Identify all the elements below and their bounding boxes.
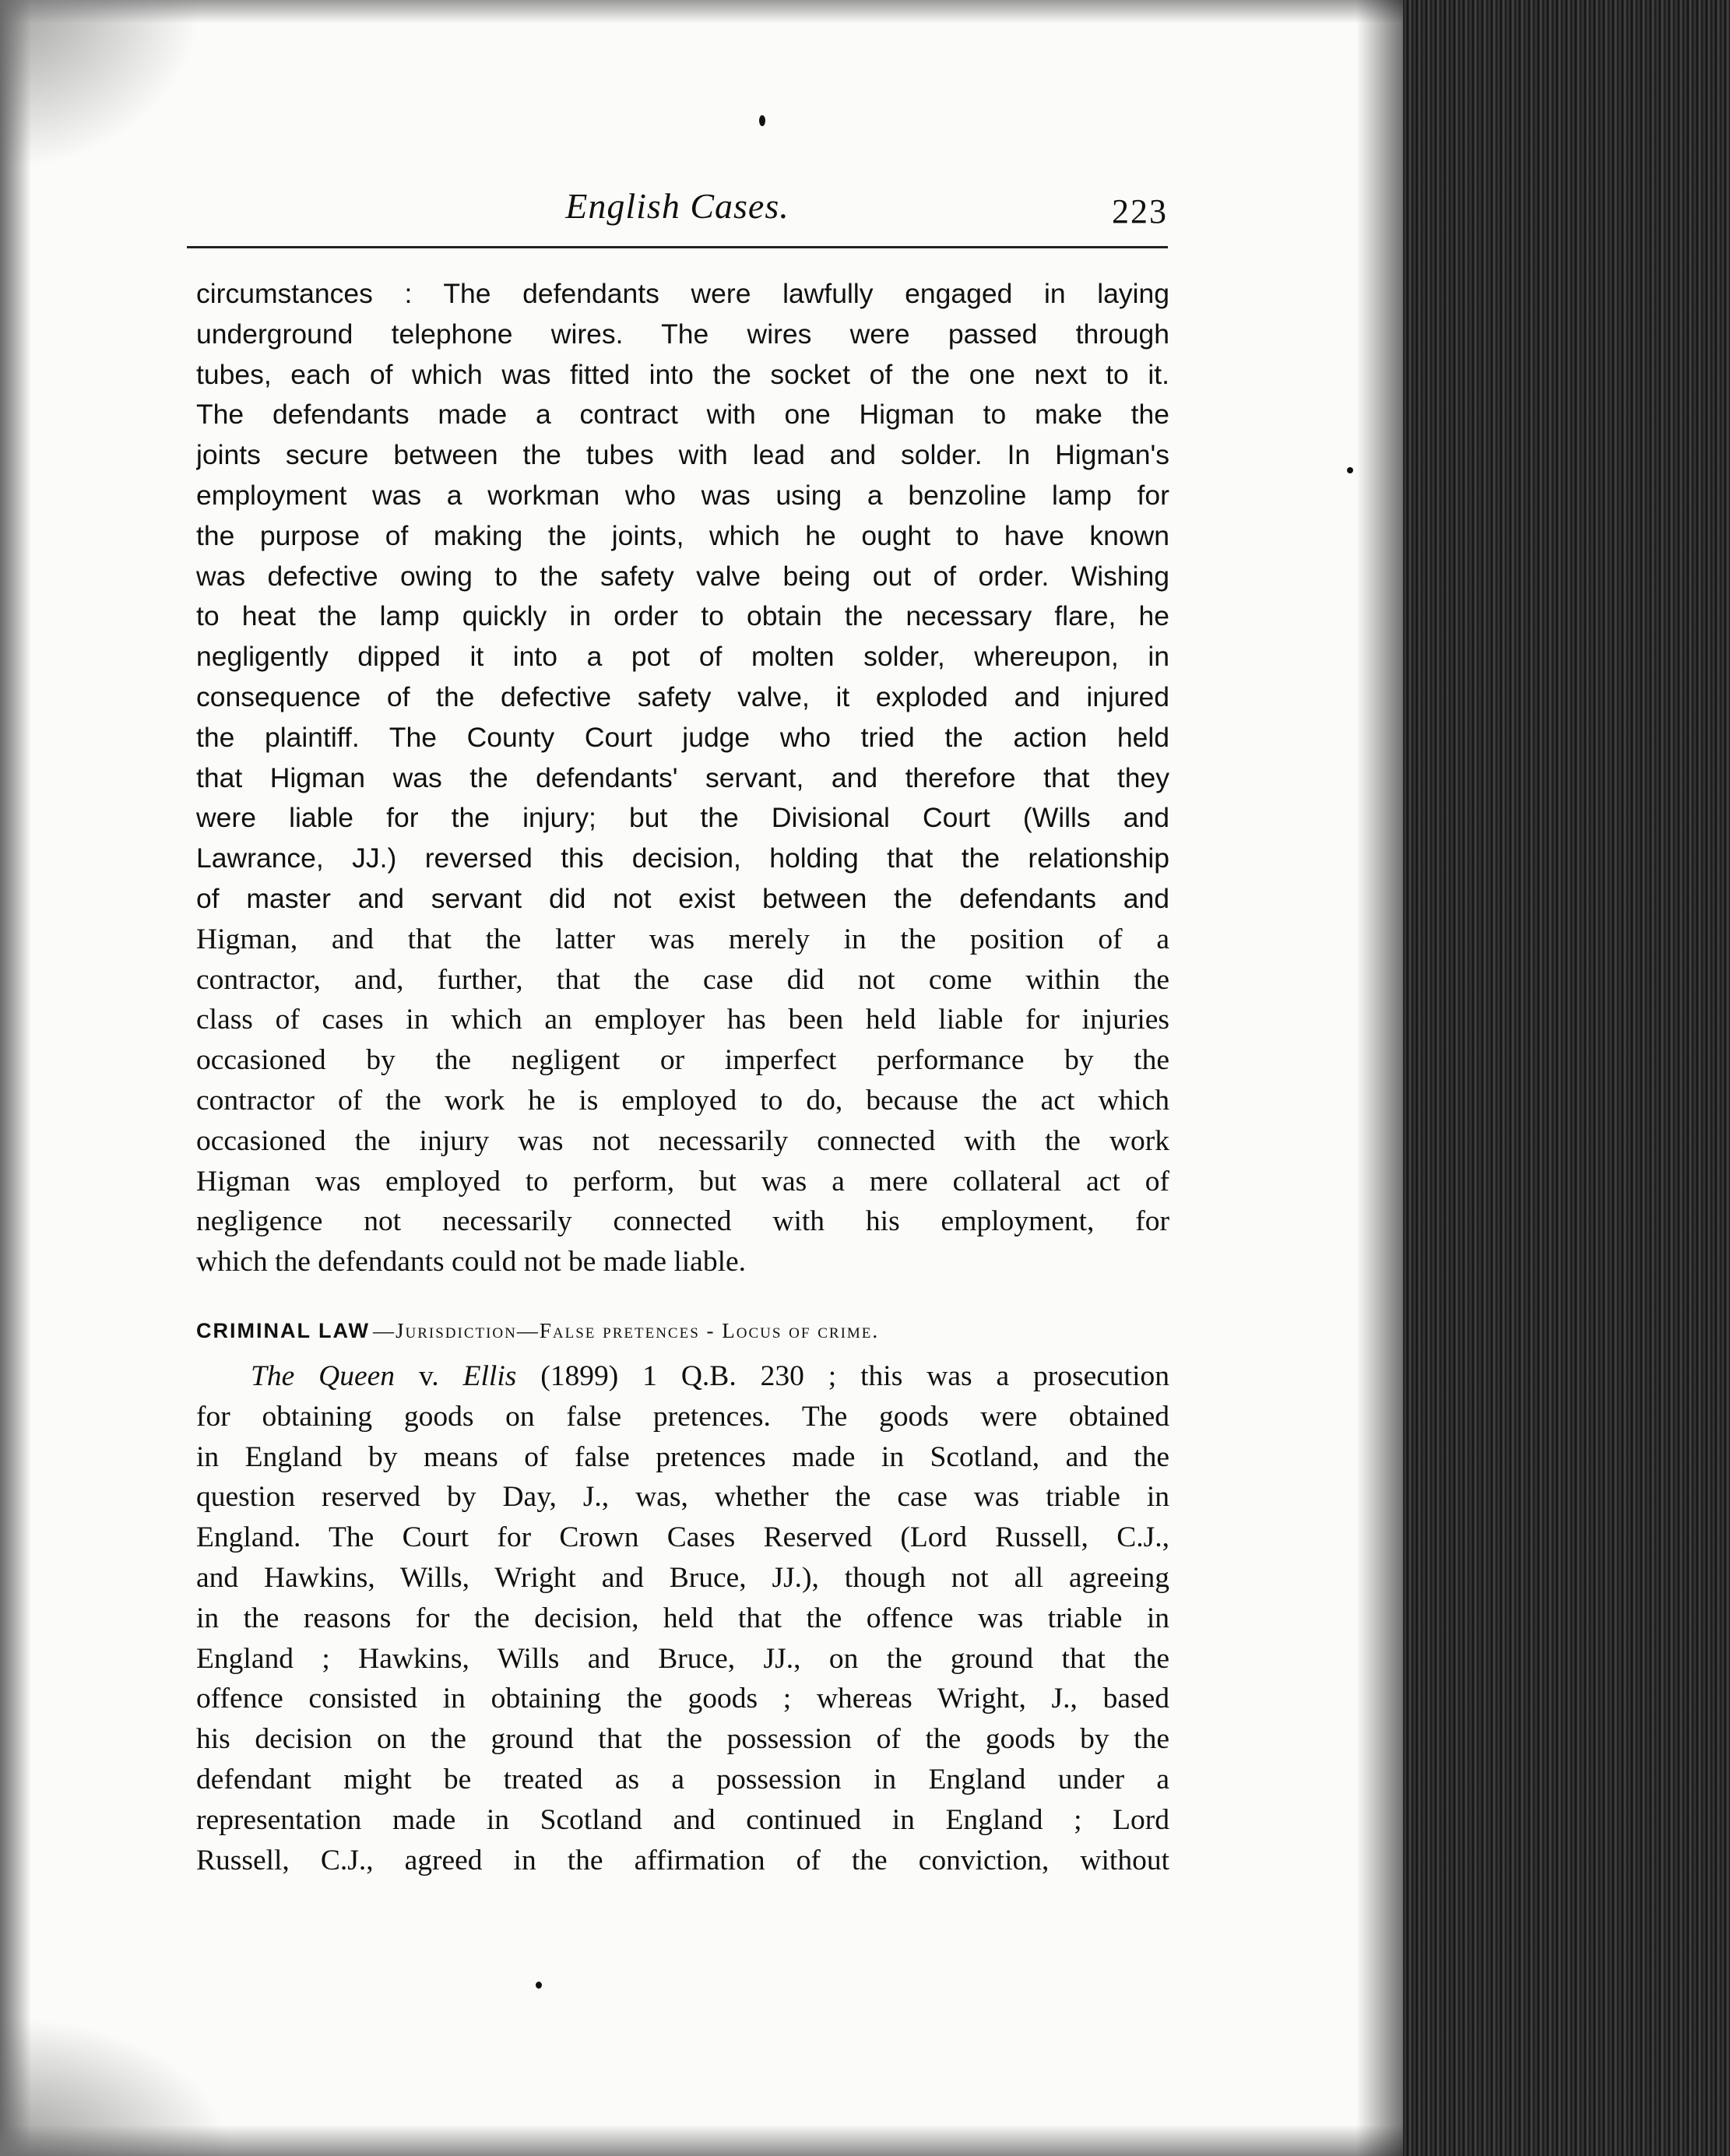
text-line: underground telephone wires. The wires were passed through — [196, 318, 1169, 350]
text-line: tubes, each of which was fitted into the socket of the one next to it. — [196, 358, 1169, 390]
scan-left-edge — [0, 0, 31, 2156]
text-line: Higman was employed to perform, but was a mere collateral act of — [196, 1165, 1169, 1198]
text-line: in the reasons for the decision, held that the offence was triable in — [196, 1602, 1169, 1634]
text-line: his decision on the ground that the possession of the goods by the — [196, 1723, 1169, 1756]
text-line: in England by means of false pretences made in Scotland, and the — [196, 1440, 1169, 1473]
text-line: England ; Hawkins, Wills and Bruce, JJ., on the ground that the — [196, 1642, 1169, 1675]
text-line: Lawrance, JJ.) reversed this decision, holding that the relationship — [196, 842, 1169, 874]
text-line: negligence not necessarily connected with his employment, for — [196, 1205, 1169, 1238]
text-line: consequence of the defective safety valve, it exploded and injured — [196, 681, 1169, 712]
header-rule — [187, 246, 1168, 248]
case-v: v. — [395, 1360, 463, 1392]
ink-speck — [759, 115, 765, 126]
ink-speck — [1347, 467, 1353, 473]
case-citation: (1899) 1 Q.B. 230 ; this was a prosecution — [516, 1360, 1169, 1392]
text-line: employment was a workman who was using a benzoline lamp for — [196, 479, 1169, 511]
case-party: Ellis — [462, 1360, 517, 1392]
text-line: England. The Court for Crown Cases Reserved (Lord Russell, C.J., — [196, 1521, 1169, 1554]
text-line: contractor, and, further, that the case did not come within the — [196, 963, 1169, 996]
text-line: negligently dipped it into a pot of molten solder, whereupon, in — [196, 641, 1169, 673]
text-line: joints secure between the tubes with lead and solder. In Higman's — [196, 439, 1169, 471]
text-line: of master and servant did not exist between the defendants and — [196, 882, 1169, 914]
section-heading-sub: —Jurisdiction—False pretences - Locus of crime. — [372, 1319, 880, 1342]
paragraph-1 — [196, 274, 1169, 1282]
text-line: and Hawkins, Wills, Wright and Bruce, JJ.), though not all agreeing — [196, 1561, 1169, 1594]
section-heading-main: CRIMINAL LAW — [196, 1319, 370, 1342]
text-line: defendant might be treated as a possession in England under a — [196, 1763, 1169, 1795]
text-line: were liable for the injury; but the Divisional Court (Wills and — [196, 802, 1169, 834]
page-number: 223 — [1112, 192, 1168, 230]
text-line: that Higman was the defendants' servant, and therefore that they — [196, 761, 1169, 793]
text-line: question reserved by Day, J., was, whether the case was triable in — [196, 1481, 1169, 1514]
text-line: occasioned the injury was not necessarily connected with the work — [196, 1124, 1169, 1157]
text-line: was defective owing to the safety valve being out of order. Wishing — [196, 560, 1169, 592]
text-line: Russell, C.J., agreed in the affirmation of the conviction, without — [196, 1844, 1169, 1876]
text-line: the purpose of making the joints, which he ought to have known — [196, 519, 1169, 551]
text-line: for obtaining goods on false pretences. The goods were obtained — [196, 1400, 1169, 1433]
text-line: The defendants made a contract with one Higman to make the — [196, 399, 1169, 431]
text-line: representation made in Scotland and continued in England ; Lord — [196, 1803, 1169, 1836]
text-line: to heat the lamp quickly in order to obtain the necessary flare, he — [196, 600, 1169, 632]
text-line: circumstances : The defendants were lawfully engaged in laying — [196, 278, 1169, 309]
case-name: The Queen — [251, 1360, 396, 1392]
text-line: which the defendants could not be made liable. — [196, 1246, 747, 1278]
scan-top-edge — [0, 0, 1403, 23]
running-head — [187, 185, 1168, 240]
text-line: class of cases in which an employer has been held liable for injuries — [196, 1004, 1169, 1036]
text-line: offence consisted in obtaining the goods ; whereas Wright, J., based — [196, 1683, 1169, 1715]
running-title: English Cases. — [565, 186, 789, 226]
scan-bottom-corner-shadow — [0, 2016, 234, 2156]
paragraph-2 — [196, 1356, 1169, 1880]
section-heading — [196, 1310, 1169, 1351]
text-line-first — [196, 1356, 1169, 1397]
ink-speck — [536, 1982, 542, 1989]
text-line: the plaintiff. The County Court judge who tried the action held — [196, 721, 1169, 753]
book-gutter-shadow — [1403, 0, 1730, 2156]
text-line: contractor of the work he is employed to do, because the act which — [196, 1084, 1169, 1117]
text-line: Higman, and that the latter was merely in the position of a — [196, 923, 1169, 955]
text-line: occasioned by the negligent or imperfect performance by the — [196, 1044, 1169, 1077]
